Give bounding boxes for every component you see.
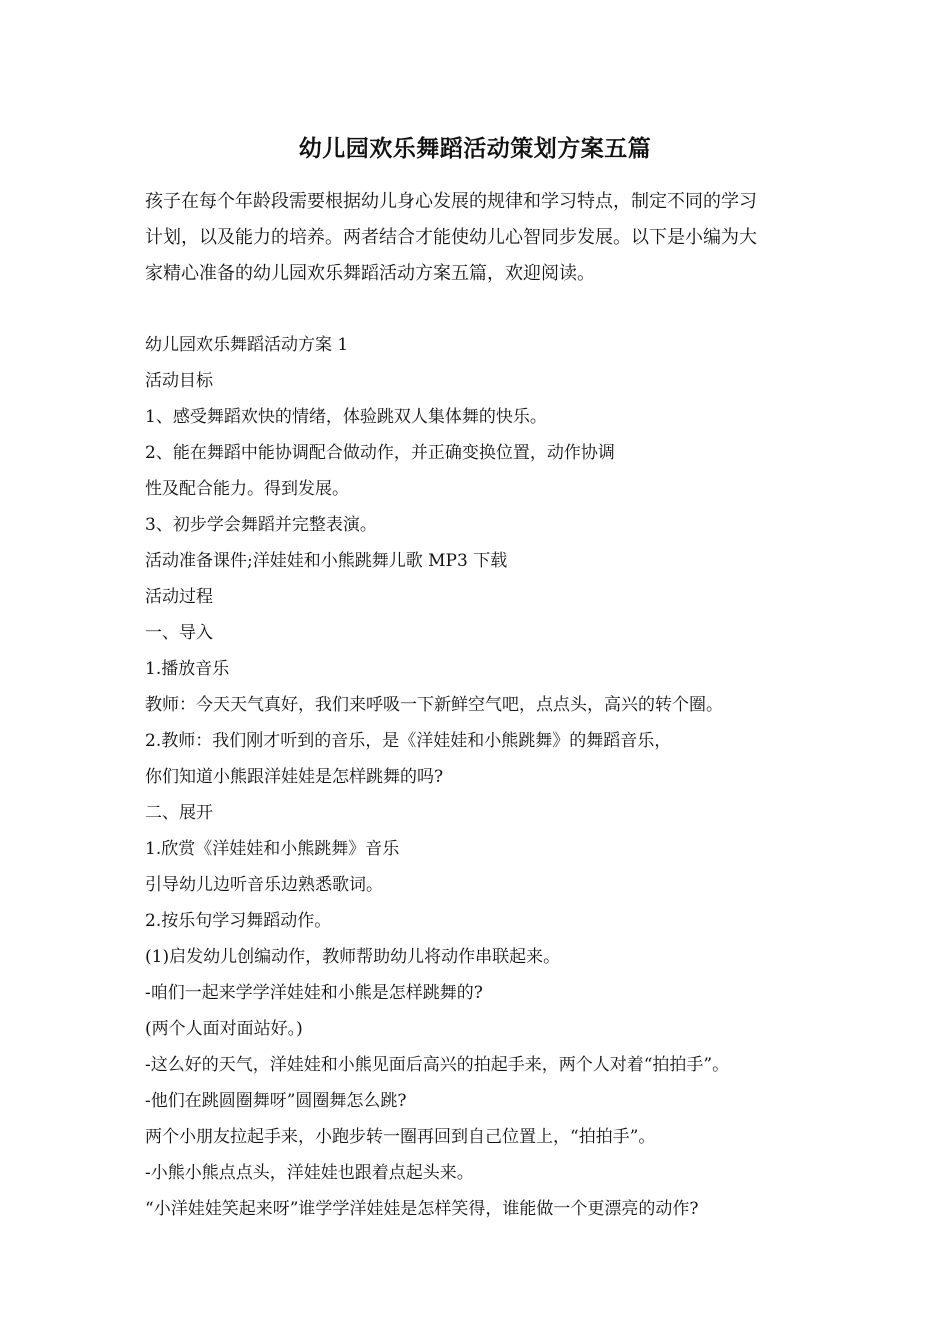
- body-line: -小熊小熊点点头，洋娃娃也跟着点起头来。: [145, 1163, 474, 1183]
- body-line: -咱们一起来学学洋娃娃和小熊是怎样跳舞的?: [145, 983, 483, 1003]
- body-line: 1.播放音乐: [145, 659, 230, 679]
- intro-line: 孩子在每个年龄段需要根据幼儿身心发展的规律和学习特点，制定不同的学习: [145, 191, 757, 212]
- subheading: 活动过程: [145, 587, 213, 607]
- body-line: 1、感受舞蹈欢快的情绪，体验跳双人集体舞的快乐。: [145, 407, 547, 427]
- intro-paragraph: [145, 184, 815, 292]
- body-line: (1)启发幼儿创编动作，教师帮助幼儿将动作串联起来。: [145, 947, 561, 967]
- body-line: -他们在跳圆圈舞呀”圆圈舞怎么跳?: [145, 1091, 407, 1111]
- body-line: 2.按乐句学习舞蹈动作。: [145, 911, 332, 931]
- body-line: 1.欣赏《洋娃娃和小熊跳舞》音乐: [145, 839, 400, 859]
- subheading: 二、展开: [145, 803, 213, 823]
- body-line: -这么好的天气，洋娃娃和小熊见面后高兴的拍起手来，两个人对着“拍拍手”。: [145, 1055, 730, 1075]
- body-line: (两个人面对面站好。): [145, 1019, 303, 1039]
- body-line: 2、能在舞蹈中能协调配合做动作，并正确变换位置，动作协调: [145, 443, 615, 463]
- section-heading: 幼儿园欢乐舞蹈活动方案 1: [145, 335, 349, 355]
- document-body: [145, 327, 845, 1227]
- body-line: 性及配合能力。得到发展。: [145, 479, 349, 499]
- subheading: 一、导入: [145, 623, 213, 643]
- body-line: “小洋娃娃笑起来呀”谁学学洋娃娃是怎样笑得，谁能做一个更漂亮的动作?: [145, 1199, 699, 1219]
- subheading: 活动目标: [145, 371, 213, 391]
- body-line: 活动准备课件;洋娃娃和小熊跳舞儿歌 MP3 下载: [145, 551, 508, 571]
- body-line: 两个小朋友拉起手来，小跑步转一圈再回到自己位置上，“拍拍手”。: [145, 1127, 656, 1147]
- intro-line: 家精心准备的幼儿园欢乐舞蹈活动方案五篇，欢迎阅读。: [145, 263, 595, 284]
- body-line: 3、初步学会舞蹈并完整表演。: [145, 515, 377, 535]
- body-line: 教师：今天天气真好，我们来呼吸一下新鲜空气吧，点点头，高兴的转个圈。: [145, 695, 723, 715]
- body-line: 你们知道小熊跟洋娃娃是怎样跳舞的吗?: [145, 767, 444, 787]
- intro-line: 计划，以及能力的培养。两者结合才能使幼儿心智同步发展。以下是小编为大: [145, 227, 757, 248]
- body-line: 2.教师：我们刚才听到的音乐，是《洋娃娃和小熊跳舞》的舞蹈音乐，: [145, 731, 672, 751]
- body-line: 引导幼儿边听音乐边熟悉歌词。: [145, 875, 383, 895]
- document-title: 幼儿园欢乐舞蹈活动策划方案五篇: [298, 135, 652, 162]
